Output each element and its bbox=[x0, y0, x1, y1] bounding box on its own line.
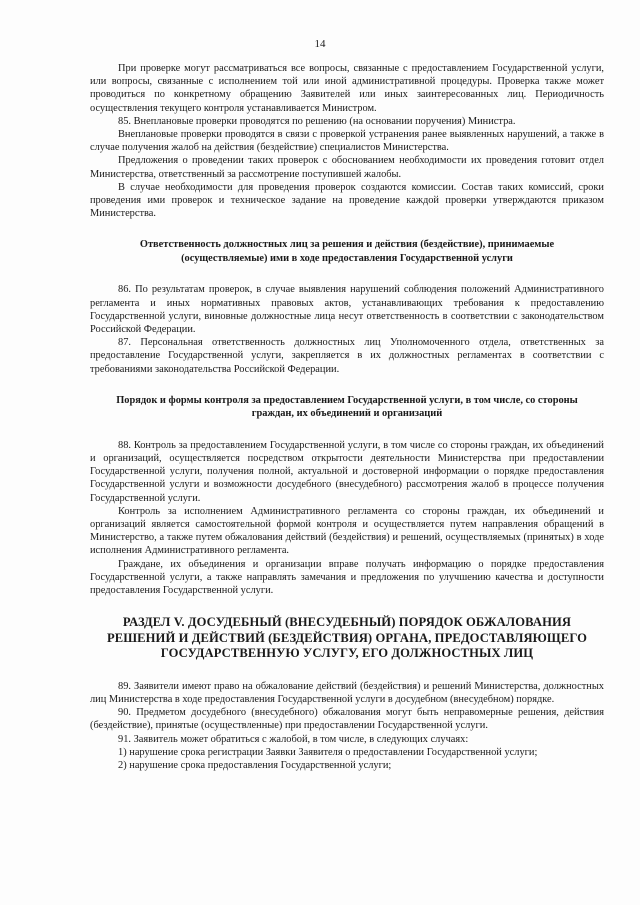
paragraph-85: 85. Внеплановые проверки проводятся по решению (на основании поручения) Министра. bbox=[118, 115, 516, 127]
paragraph-86: 86. По результатам проверок, в случае выявления нарушений соблюдения положений Административного регламента и иных нормативных правовых актов, устанавливающих требования к предоставлению Государственной услуги, виновные должностные лица несут ответственность в соответствии с законодательством Российской Федерации. bbox=[90, 284, 604, 336]
paragraph: Контроль за исполнением Административного регламента со стороны граждан, их объединений и организаций является самостоятельной формой контроля и осуществляется путем направления обращений в Министерство, а также путем обжалования действий (бездействия) и решений, осуществляемых (принятых) в ходе исполнения Административного регламента. bbox=[90, 505, 604, 557]
paragraph: При проверке могут рассматриваться все вопросы, связанные с предоставлением Государственной услуги, или вопросы, связанные с исполнением той или иной административной процедуры. Проверка также может проводиться по конкретному обращению Заявителей или иных заинтересованных лиц. Периодичность осуществления текущего контроля устанавливается Министром. bbox=[90, 63, 604, 114]
section-heading-control: Порядок и формы контроля за предоставлением Государственной услуги, в том числе, со стороны граждан, их объединений и организаций bbox=[116, 394, 578, 420]
paragraph: Внеплановые проверки проводятся в связи с проверкой устранения ранее выявленных нарушений, а также в случае получения жалоб на действия (бездействие) специалистов Министерства. bbox=[90, 129, 604, 154]
section-heading-responsibility: Ответственность должностных лиц за решения и действия (бездействие), принимаемые (осуществляемые) ими в ходе предоставления Государственной услуги bbox=[139, 239, 555, 264]
paragraph-87: 87. Персональная ответственность должностных лиц Уполномоченного отдела, ответственных за предоставление Государственной услуги, закрепляется в их должностных регламентах в соответствии с требованиями законодательства Российской Федерации. bbox=[90, 337, 604, 375]
section-v-heading: РАЗДЕЛ V. ДОСУДЕБНЫЙ (ВНЕСУДЕБНЫЙ) ПОРЯДОК ОБЖАЛОВАНИЯ РЕШЕНИЙ И ДЕЙСТВИЙ (БЕЗДЕЙСТВИЯ) ОРГАНА, ПРЕДОСТАВЛЯЮЩЕГО ГОСУДАРСТВЕННУЮ УСЛУГУ, ЕГО ДОЛЖНОСТНЫХ ЛИЦ bbox=[106, 615, 588, 661]
paragraph-90: 90. Предметом досудебного (внесудебного) обжалования могут быть неправомерные решения, действия (бездействие), принятые (осуществленные) при предоставлении Государственной услуги. bbox=[90, 707, 604, 732]
paragraph-91: 91. Заявитель может обратиться с жалобой, в том числе, в следующих случаях: bbox=[118, 733, 469, 745]
paragraph-88: 88. Контроль за предоставлением Государственной услуги, в том числе со стороны граждан, их объединений и организаций, осуществляется посредством открытости деятельности Министерства при предоставлении Государственной услуги, получения полной, актуальной и достоверной информации о порядке предоставления Государственной услуги и возможности досудебного (внесудебного) рассмотрения жалоб в процессе получения Государственной услуги. bbox=[90, 439, 604, 504]
paragraph: Предложения о проведении таких проверок с обоснованием необходимости их проведения готовит отдел Министерства, ответственный за рассмотрение поступившей жалобы. bbox=[90, 155, 604, 180]
paragraph: Граждане, их объединения и организации вправе получать информацию о порядке предоставления Государственной услуги, а также направлять замечания и предложения по улучшению качества и доступности предоставления Государственной услуги. bbox=[90, 558, 604, 597]
list-item: 1) нарушение срока регистрации Заявки Заявителя о предоставлении Государственной услуги; bbox=[118, 746, 538, 758]
paragraph: В случае необходимости для проведения проверок создаются комиссии. Состав таких комиссий, сроки проведения ими проверок и техническое задание на проведение каждой проверки утверждаются приказом Министерства. bbox=[90, 181, 604, 220]
paragraph-89: 89. Заявители имеют право на обжалование действий (бездействия) и решений Министерства, должностных лиц Министерства в ходе предоставления Государственной услуги в досудебном (внесудебном) порядке. bbox=[90, 680, 604, 705]
document-body bbox=[90, 62, 604, 772]
list-item: 2) нарушение срока предоставления Государственной услуги; bbox=[118, 760, 392, 772]
page-number: 14 bbox=[314, 38, 326, 50]
